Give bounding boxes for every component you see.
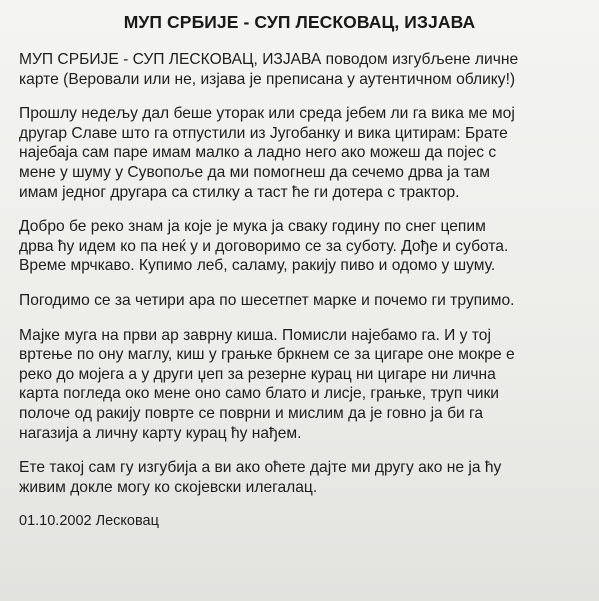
document-body xyxy=(19,50,589,532)
paragraph-4: Мајке муга на први ар заврну киша. Помисли најебамо га. И у тој вртење по ону маглу, киш у грањке бркнем се за цигаре оне мокре е реко до мојега а у други џеп за резерне курац ни цигаре ни лична карта погледа око мене оно само блато и лисје, грањке, труп чики полоче од ракију поврте се поврни и мислим да је говно ја би га нагазија а личну карту курац ћу нађем. xyxy=(19,326,515,442)
date-place: 01.10.2002 Лесковац xyxy=(19,513,159,530)
paragraph-intro: МУП СРБИЈЕ - СУП ЛЕСКОВАЦ, ИЗЈАВА поводом изгубљене личне карте (Веровали или не, изјава је преписана у аутентичном облику!) xyxy=(19,51,519,88)
paragraph-3: Погодимо се за четири ара по шесетпет марке и почемо ги трупимо. xyxy=(19,291,515,309)
document-title: МУП СРБИЈЕ - СУП ЛЕСКОВАЦ, ИЗЈАВА xyxy=(123,12,476,32)
paragraph-1: Прошлу недељу дал беше уторак или среда јебем ли га вика ме мој другар Славе што га отпустили из Југобанку и вика цитирам: Брате најебаја сам паре имам малко а ладно него ако можеш да појеc с мене у шуму у Сувопоље да ми помогнеш да сечемо дрва ја там имам једног другара са стилку а таст ће ги дотера с трактор. xyxy=(19,105,515,201)
paragraph-5: Ете такој сам гу изгубија а ви ако оћете дајте ми другу ако не ја ћу живим докле могу ко скојевски илегалац. xyxy=(19,459,502,496)
paragraph-2: Добро бе реко знам ја које је мука ја сваку годину по снег цепим дрва ћу идем ко па неќ у и договоримо се за суботу. Дође и субота. Време мрчкаво. Купимо леб, саламу, ракију пиво и одомо у шуму. xyxy=(19,218,509,275)
